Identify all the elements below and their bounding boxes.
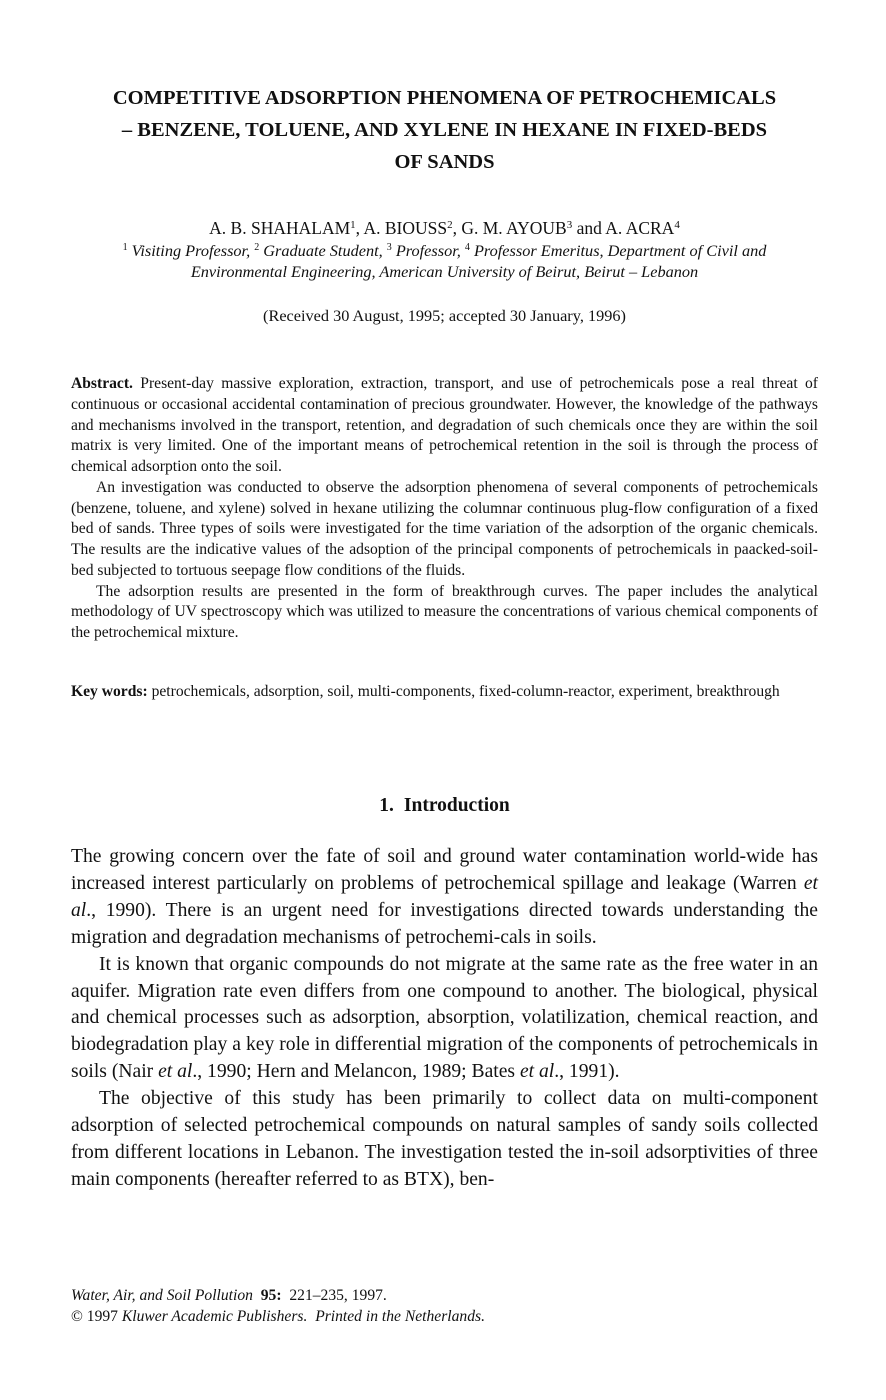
abstract-paragraph bbox=[71, 374, 818, 478]
italic-run: et al bbox=[71, 872, 818, 921]
author-mark: 4 bbox=[674, 219, 680, 231]
author-mark: 1 bbox=[350, 219, 356, 231]
author-separator: , bbox=[452, 218, 462, 238]
author-mark: 3 bbox=[566, 219, 573, 231]
publisher-name: Kluwer Academic Publishers. bbox=[121, 1308, 308, 1325]
journal-citation bbox=[71, 1285, 818, 1306]
section-title: Introduction bbox=[403, 795, 510, 816]
text-run: It is known that organic compounds do not migrate at the same rate as the free water in an aquifer. Migration rate even differs from one compound to another. The biological, physical and chemical processes such as adsorption, absorption, volatilization, chemical reaction, and biodegradation play a key role in differential migration of the components of petrochemicals in soils (Nair bbox=[71, 953, 818, 1083]
author-name: A. B. SHAHALAM bbox=[209, 218, 351, 238]
keywords-label: Key words: bbox=[71, 683, 148, 700]
affiliation-line-1 bbox=[71, 240, 818, 261]
title-line: OF SANDS bbox=[394, 151, 495, 173]
abstract-paragraph: The adsorption results are presented in the form of breakthrough curves. The paper includes the analytical methodology of UV spectroscopy which was utilized to measure the concentrations of various chemical components of the petrochemical mixture. bbox=[71, 582, 818, 641]
title-line: – BENZENE, TOLUENE, AND XYLENE IN HEXANE IN FIXED-BEDS bbox=[121, 119, 768, 141]
body-paragraph bbox=[71, 1086, 818, 1194]
text-run: ., 1991). bbox=[554, 1061, 620, 1083]
author-list bbox=[71, 216, 818, 240]
affiliation-mark: 3 bbox=[386, 242, 392, 253]
affiliation-mark: 1 bbox=[122, 242, 128, 253]
author-separator: , bbox=[355, 218, 364, 238]
abstract-label: Abstract. bbox=[71, 375, 133, 392]
abstract-paragraph: An investigation was conducted to observe the adsorption phenomena of several components of petrochemicals (benzene, toluene, and xylene) solved in hexane utilizing the columnar continuous plug-flow configuration of a fixed bed of sands. Three types of soils were investigated for the time variation of the adsorption of the organic chemicals. The results are the indicative values of the adsoption of the principal components of petrochemicals in paacked-soil-bed subjected to tortuous seepage flow conditions of the fluids. bbox=[71, 478, 818, 579]
affiliation-role: Visiting Professor, bbox=[127, 241, 255, 260]
author-name: A. BIOUSS bbox=[363, 218, 448, 238]
affiliation-role: Professor, bbox=[391, 241, 465, 260]
paper-title bbox=[71, 82, 818, 178]
author-separator: and bbox=[572, 218, 606, 238]
text-run: ., 1990; Hern and Melancon, 1989; Bates bbox=[192, 1061, 520, 1083]
received-dates: (Received 30 August, 1995; accepted 30 January, 1996) bbox=[263, 306, 626, 325]
section-heading bbox=[71, 792, 818, 820]
affiliation bbox=[71, 240, 818, 282]
italic-run: et al bbox=[519, 1061, 555, 1083]
page-footer bbox=[71, 1285, 818, 1327]
author-name: G. M. AYOUB bbox=[461, 218, 567, 238]
abstract bbox=[71, 374, 818, 644]
introduction-body bbox=[71, 844, 818, 1194]
keywords bbox=[71, 682, 818, 703]
printed-location: Printed in the Netherlands. bbox=[315, 1308, 485, 1325]
journal-volume: 95: bbox=[260, 1287, 282, 1304]
abstract-text: Present-day massive exploration, extraction, transport, and use of petrochemicals pose a real threat of continuous or occasional accidental contamination of precious groundwater. However, the knowledge of the pathways and mechanisms involved in the transport, retention, and degradation of such chemicals once they are within the soil matrix is very limited. One of the important means of petrochemical retention in the soil is through the process of chemical adsorption onto the soil. bbox=[71, 375, 818, 475]
text-run: The growing concern over the fate of soil and ground water contamination world-wide has increased interest particularly on problems of petrochemical spillage and leakage (Warren bbox=[71, 846, 818, 894]
journal-name: Water, Air, and Soil Pollution bbox=[71, 1287, 253, 1304]
text-run: ., 1990). There is an urgent need for investigations directed towards understanding the migration and degradation mechanisms of petrochemi-cals in soils. bbox=[71, 899, 818, 948]
affiliation-line-2: Environmental Engineering, American University of Beirut, Beirut – Lebanon bbox=[190, 262, 699, 281]
affiliation-mark: 2 bbox=[254, 242, 260, 253]
affiliation-mark: 4 bbox=[464, 242, 470, 253]
affiliation-role: Professor Emeritus, Department of Civil and bbox=[469, 241, 767, 260]
text-run: The objective of this study has been primarily to collect data on multi-component adsorption of selected petrochemical compounds on natural samples of sandy soils collected from different locations in Lebanon. The investigation tested the in-soil adsorptivities of three main components (hereafter referred to as BTX), ben- bbox=[71, 1088, 818, 1190]
keywords-text: petrochemicals, adsorption, soil, multi-components, fixed-column-reactor, experiment, breakthrough bbox=[151, 683, 780, 700]
copyright-year: 1997 bbox=[86, 1308, 118, 1325]
copyright-icon: © bbox=[71, 1308, 83, 1325]
copyright-line bbox=[71, 1306, 818, 1327]
italic-run: et al bbox=[158, 1061, 193, 1083]
title-line: COMPETITIVE ADSORPTION PHENOMENA OF PETROCHEMICALS bbox=[112, 87, 777, 109]
author-name: A. ACRA bbox=[605, 218, 675, 238]
body-paragraph bbox=[71, 952, 818, 1087]
journal-pages: 221–235, 1997. bbox=[289, 1287, 387, 1304]
affiliation-role: Graduate Student, bbox=[259, 241, 387, 260]
author-mark: 2 bbox=[447, 219, 453, 231]
body-paragraph bbox=[71, 844, 818, 952]
section-number: 1. bbox=[379, 795, 394, 816]
